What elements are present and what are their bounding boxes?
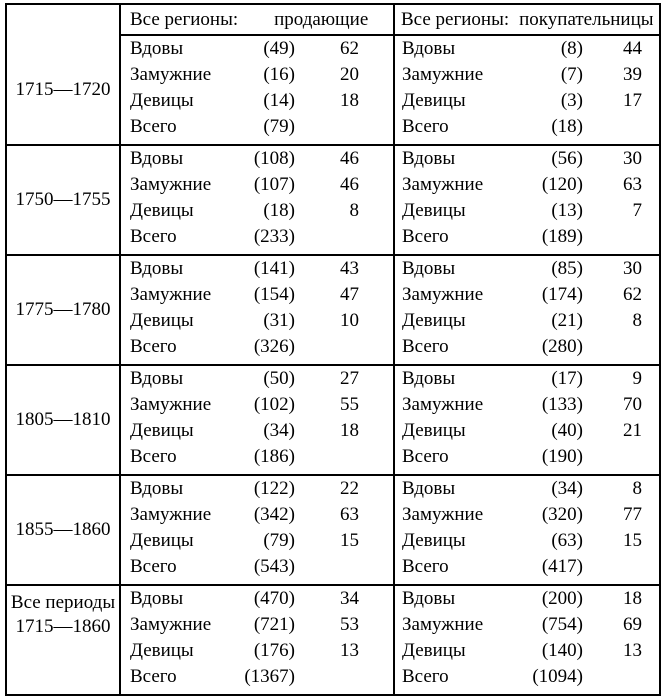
stat-line [395, 530, 659, 556]
stats-group-sellers [121, 586, 395, 694]
stat-percent-value: 9 [632, 368, 642, 389]
stat-count-value: (174) [541, 284, 583, 305]
stat-count-value: (200) [541, 588, 583, 609]
stat-category-label: Девицы [130, 420, 194, 441]
stat-percent-value: 22 [340, 478, 359, 499]
period-column-header [7, 5, 121, 36]
stat-line [395, 336, 659, 362]
stat-percent-value: 44 [623, 38, 642, 59]
stat-count-value: (326) [253, 336, 295, 357]
stat-category-label: Девицы [130, 640, 194, 661]
stat-line [395, 556, 659, 582]
table-row [7, 254, 659, 364]
stat-line [395, 174, 659, 200]
stat-category-label: Вдовы [130, 368, 184, 389]
stat-count-value: (1094) [532, 666, 583, 687]
stat-category-label: Замужние [130, 614, 212, 635]
stat-line [395, 258, 659, 284]
stat-category-label: Вдовы [130, 38, 184, 59]
stats-group-sellers [121, 146, 395, 254]
stat-line [121, 310, 393, 336]
stats-group-sellers [121, 256, 395, 364]
stat-count-value: (754) [541, 614, 583, 635]
stat-line [395, 200, 659, 226]
stat-category-label: Замужние [130, 174, 212, 195]
stat-line [395, 368, 659, 394]
stat-count-value: (50) [263, 368, 295, 389]
period-label: 1715—1720 [15, 79, 111, 101]
stat-count-value: (140) [541, 640, 583, 661]
stats-group-buyers [395, 146, 659, 254]
sellers-header-suffix: продающие [274, 8, 369, 30]
stat-percent-value: 27 [340, 368, 359, 389]
period-label: 1805—1810 [15, 409, 111, 431]
stat-count-value: (190) [541, 446, 583, 467]
table-header-row [7, 5, 659, 36]
stat-percent-value: 21 [623, 420, 642, 441]
stat-count-value: (18) [263, 200, 295, 221]
stat-category-label: Всего [402, 556, 449, 577]
stat-percent-value: 77 [623, 504, 642, 525]
stats-group-buyers [395, 366, 659, 474]
stat-percent-value: 18 [623, 588, 642, 609]
stat-category-label: Вдовы [402, 478, 456, 499]
stat-line [121, 666, 393, 692]
stat-count-value: (16) [263, 64, 295, 85]
stat-category-label: Вдовы [402, 368, 456, 389]
stat-count-value: (107) [253, 174, 295, 195]
stat-percent-value: 8 [632, 478, 642, 499]
stat-category-label: Всего [130, 226, 177, 247]
period-label: 1715—1860 [15, 615, 111, 637]
stats-group-buyers [395, 586, 659, 694]
stat-category-label: Вдовы [130, 148, 184, 169]
stat-count-value: (56) [551, 148, 583, 169]
stat-count-value: (8) [560, 38, 583, 59]
period-label-cell [7, 586, 121, 694]
table-row [7, 144, 659, 254]
stat-category-label: Девицы [130, 200, 194, 221]
stat-line [121, 556, 393, 582]
buyers-header-prefix: Все регионы: [401, 8, 510, 30]
table-row [7, 36, 659, 144]
stat-percent-value: 15 [340, 530, 359, 551]
stat-line [395, 226, 659, 252]
stat-line [395, 38, 659, 64]
stat-count-value: (186) [253, 446, 295, 467]
stat-category-label: Девицы [402, 640, 466, 661]
stat-category-label: Всего [402, 446, 449, 467]
stat-line [121, 116, 393, 142]
stat-category-label: Замужние [130, 284, 212, 305]
stat-line [121, 394, 393, 420]
period-label-cell [7, 36, 121, 144]
stat-line [395, 478, 659, 504]
stat-percent-value: 13 [623, 640, 642, 661]
stat-count-value: (122) [253, 478, 295, 499]
stat-count-value: (63) [551, 530, 583, 551]
stat-line [121, 226, 393, 252]
stat-count-value: (120) [541, 174, 583, 195]
stat-count-value: (17) [551, 368, 583, 389]
stat-percent-value: 30 [623, 258, 642, 279]
stat-line [121, 336, 393, 362]
period-label: 1750—1755 [15, 189, 111, 211]
stat-percent-value: 30 [623, 148, 642, 169]
stat-percent-value: 53 [340, 614, 359, 635]
stat-line [121, 588, 393, 614]
stat-count-value: (40) [551, 420, 583, 441]
stat-percent-value: 43 [340, 258, 359, 279]
stat-count-value: (79) [263, 116, 295, 137]
stats-group-sellers [121, 476, 395, 584]
stat-line [395, 284, 659, 310]
period-label-cell [7, 256, 121, 364]
stat-line [395, 588, 659, 614]
stat-line [395, 310, 659, 336]
stat-count-value: (79) [263, 530, 295, 551]
stat-line [121, 174, 393, 200]
stat-line [121, 446, 393, 472]
stat-count-value: (233) [253, 226, 295, 247]
period-label: Все периоды [10, 592, 116, 613]
stat-line [121, 284, 393, 310]
stat-percent-value: 62 [340, 38, 359, 59]
stat-category-label: Девицы [130, 310, 194, 331]
stat-count-value: (13) [551, 200, 583, 221]
stat-count-value: (34) [551, 478, 583, 499]
stat-category-label: Замужние [402, 504, 484, 525]
period-label-cell [7, 366, 121, 474]
stat-category-label: Замужние [402, 64, 484, 85]
stat-percent-value: 17 [623, 90, 642, 111]
stat-category-label: Вдовы [130, 588, 184, 609]
stat-percent-value: 39 [623, 64, 642, 85]
stat-percent-value: 70 [623, 394, 642, 415]
stat-count-value: (34) [263, 420, 295, 441]
stat-percent-value: 46 [340, 174, 359, 195]
buyers-header-suffix: покупательницы [519, 8, 654, 30]
stat-category-label: Вдовы [402, 588, 456, 609]
stat-category-label: Всего [402, 336, 449, 357]
stat-line [121, 640, 393, 666]
stat-count-value: (133) [541, 394, 583, 415]
stat-line [395, 640, 659, 666]
stat-category-label: Вдовы [402, 38, 456, 59]
stat-category-label: Девицы [402, 310, 466, 331]
stat-line [121, 38, 393, 64]
stat-count-value: (18) [551, 116, 583, 137]
stat-category-label: Всего [402, 226, 449, 247]
period-label-cell [7, 476, 121, 584]
stat-count-value: (721) [253, 614, 295, 635]
stat-count-value: (543) [253, 556, 295, 577]
stats-group-sellers [121, 36, 395, 144]
stat-category-label: Замужние [130, 64, 212, 85]
stat-line [121, 614, 393, 640]
table-row [7, 364, 659, 474]
stat-line [121, 420, 393, 446]
stat-percent-value: 18 [340, 420, 359, 441]
stat-category-label: Вдовы [130, 258, 184, 279]
stat-line [121, 368, 393, 394]
stat-category-label: Всего [402, 116, 449, 137]
stats-group-buyers [395, 36, 659, 144]
stat-line [395, 504, 659, 530]
stat-line [395, 446, 659, 472]
stat-count-value: (14) [263, 90, 295, 111]
stat-line [395, 90, 659, 116]
stat-category-label: Девицы [402, 530, 466, 551]
stat-count-value: (189) [541, 226, 583, 247]
stat-line [121, 530, 393, 556]
stat-percent-value: 34 [340, 588, 359, 609]
stat-category-label: Замужние [402, 394, 484, 415]
stat-line [395, 116, 659, 142]
table-row [7, 474, 659, 584]
stat-count-value: (154) [253, 284, 295, 305]
stat-count-value: (280) [541, 336, 583, 357]
stat-percent-value: 47 [340, 284, 359, 305]
stat-line [395, 666, 659, 692]
stat-percent-value: 18 [340, 90, 359, 111]
stat-category-label: Замужние [130, 504, 212, 525]
stat-category-label: Девицы [130, 530, 194, 551]
period-label: 1775—1780 [15, 299, 111, 321]
stat-percent-value: 69 [623, 614, 642, 635]
stats-group-sellers [121, 366, 395, 474]
stat-category-label: Всего [130, 556, 177, 577]
stats-group-buyers [395, 476, 659, 584]
column-group-header-sellers [121, 5, 395, 36]
stat-category-label: Девицы [402, 90, 466, 111]
period-label-cell [7, 146, 121, 254]
stat-count-value: (320) [541, 504, 583, 525]
stat-category-label: Всего [130, 446, 177, 467]
period-label: 1855—1860 [15, 519, 111, 541]
stat-category-label: Девицы [130, 90, 194, 111]
statistics-table [5, 3, 661, 696]
stat-category-label: Всего [402, 666, 449, 687]
table-row [7, 584, 659, 694]
stat-line [121, 478, 393, 504]
stat-count-value: (342) [253, 504, 295, 525]
stat-line [121, 504, 393, 530]
stat-percent-value: 7 [632, 200, 642, 221]
stat-count-value: (1367) [244, 666, 295, 687]
stat-category-label: Всего [130, 666, 177, 687]
stat-category-label: Замужние [402, 614, 484, 635]
stat-line [395, 64, 659, 90]
stat-line [121, 64, 393, 90]
stat-category-label: Замужние [402, 174, 484, 195]
stat-percent-value: 63 [340, 504, 359, 525]
stat-count-value: (141) [253, 258, 295, 279]
stat-line [395, 148, 659, 174]
stat-category-label: Вдовы [402, 258, 456, 279]
sellers-header-prefix: Все регионы: [130, 8, 239, 30]
stats-group-buyers [395, 256, 659, 364]
stat-percent-value: 10 [340, 310, 359, 331]
stat-line [121, 258, 393, 284]
stat-percent-value: 46 [340, 148, 359, 169]
stat-category-label: Девицы [402, 420, 466, 441]
stat-percent-value: 8 [632, 310, 642, 331]
stat-category-label: Девицы [402, 200, 466, 221]
stat-percent-value: 15 [623, 530, 642, 551]
stat-percent-value: 55 [340, 394, 359, 415]
stat-count-value: (21) [551, 310, 583, 331]
stat-percent-value: 20 [340, 64, 359, 85]
stat-count-value: (470) [253, 588, 295, 609]
stat-line [395, 420, 659, 446]
stat-category-label: Вдовы [130, 478, 184, 499]
stat-category-label: Всего [130, 116, 177, 137]
stat-count-value: (85) [551, 258, 583, 279]
stat-category-label: Замужние [402, 284, 484, 305]
stat-percent-value: 63 [623, 174, 642, 195]
stat-line [395, 614, 659, 640]
stat-count-value: (7) [560, 64, 583, 85]
stat-line [121, 200, 393, 226]
stat-category-label: Вдовы [402, 148, 456, 169]
stat-category-label: Всего [130, 336, 177, 357]
stat-count-value: (417) [541, 556, 583, 577]
stat-count-value: (31) [263, 310, 295, 331]
stat-count-value: (108) [253, 148, 295, 169]
stat-percent-value: 13 [340, 640, 359, 661]
stat-line [121, 148, 393, 174]
stat-line [395, 394, 659, 420]
stat-count-value: (176) [253, 640, 295, 661]
stat-line [121, 90, 393, 116]
stat-count-value: (49) [263, 38, 295, 59]
stat-percent-value: 8 [349, 200, 359, 221]
table-body [7, 36, 659, 694]
stat-count-value: (3) [560, 90, 583, 111]
stat-percent-value: 62 [623, 284, 642, 305]
stat-category-label: Замужние [130, 394, 212, 415]
column-group-header-buyers [395, 5, 659, 36]
stat-count-value: (102) [253, 394, 295, 415]
